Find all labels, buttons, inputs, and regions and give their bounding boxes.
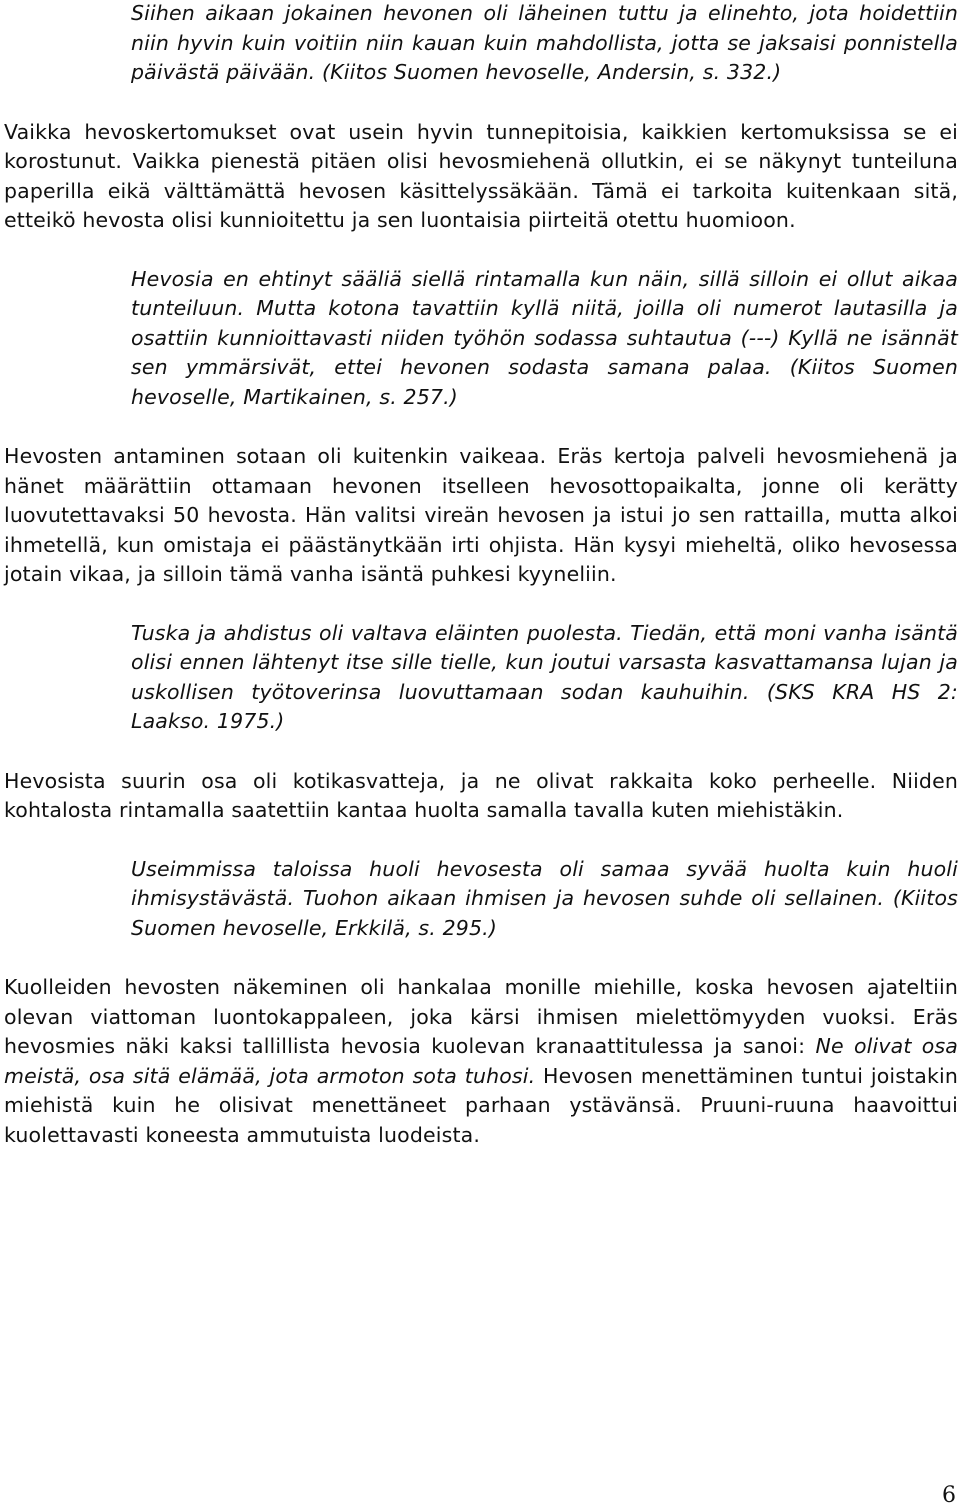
paragraph-dead-horses-quote: Ne olivat osa meistä, osa sitä elämää, jota armoton sota tuhosi. [4, 1034, 958, 1088]
paragraph-home-raised-horses: Hevosista suurin osa oli kotikasvatteja, ja ne olivat rakkaita koko perheelle. Niiden kohtalosta rintamalla saatettiin kantaa huolta samalla tavalla kuten miehistäkin. [4, 768, 958, 822]
paragraph-dead-horses-before: Kuolleiden hevosten näkeminen oli hankalaa monille miehille, koska hevosen ajateltiin olevan viattoman luontokappaleen, joka kärsi ihmisen mielettömyyden vuoksi. Eräs hevosmies näki kaksi tallillista hevosia kuolevan kranaattitulessa ja sanoi: [4, 975, 958, 1058]
paragraph-dead-horses [4, 973, 958, 1150]
quote-laakso: Tuska ja ahdistus oli valtava eläinten puolesta. Tiedän, että moni vanha isäntä olisi ennen lähtenyt itse sille tielle, kun joutui varsasta kasvattamansa lujan ja uskollisen työtoverinsa luovuttamaan sodan kauhuihin. (SKS KRA HS 2: Laakso. 1975.) [131, 620, 958, 733]
quote-erkkila: Useimmissa taloissa huoli hevosesta oli samaa syvää huolta kuin huoli ihmisystävästä. Tuohon aikaan ihmisen ja hevosen suhde oli sellainen. (Kiitos Suomen hevoselle, Erkkilä, s. 295.) [131, 856, 958, 940]
paragraph-dead-horses-after: Hevosen menettäminen tuntui joistakin miehistä kuin he olisivat menettäneet parhaan ystävänsä. Pruuni-ruuna haavoittui kuolettavasti koneesta ammutuista luodeista. [4, 1063, 958, 1147]
document-page [4, 0, 958, 1150]
page-number: 6 [942, 1483, 956, 1508]
quote-martikainen: Hevosia en ehtinyt sääliä siellä rintamalla kun näin, sillä silloin ei ollut aikaa tunteiluun. Mutta kotona tavattiin kyllä niitä, joilla oli numerot lautasilla ja osattiin kunnioittavasti niiden työhön sodassa suhtautua (---) Kyllä ne isännät sen ymmärsivät, ettei hevonen sodasta samana palaa. (Kiitos Suomen hevoselle, Martikainen, s. 257.) [131, 266, 958, 409]
quote-andersin: Siihen aikaan jokainen hevonen oli läheinen tuttu ja elinehto, jota hoidettiin niin hyvin kuin voitiin niin kauan kuin mahdollista, jotta se jaksaisi ponnistella päivästä päivään. (Kiitos Suomen hevoselle, Andersin, s. 332.) [131, 1, 958, 84]
paragraph-giving-horses-to-war: Hevosten antaminen sotaan oli kuitenkin vaikeaa. Eräs kertoja palveli hevosmiehenä ja hänet määrättiin ottamaan hevonen itselleen hevosottopaikalta, jonne oli kerätty luovutettavaksi 50 hevosta. Hän valitsi vireän hevosen ja istui jo sen rattailla, mutta alkoi ihmetellä, kun omistaja ei päästänytkään irti ohjista. Hän kysyi mieheltä, oliko hevosessa jotain vikaa, ja silloin tämä vanha isäntä puhkesi kyyneliin. [4, 444, 958, 586]
paragraph-emotional-stories: Vaikka hevoskertomukset ovat usein hyvin tunnepitoisia, kaikkien kertomuksissa se ei korostunut. Vaikka pienestä pitäen olisi hevosmiehenä ollutkin, ei se näkynyt tunteiluna paperilla eikä välttämättä hevosen käsittelyssäkään. Tämä ei tarkoita kuitenkaan sitä, etteikö hevosta olisi kunnioitettu ja sen luontaisia piirteitä otettu huomioon. [4, 119, 958, 232]
